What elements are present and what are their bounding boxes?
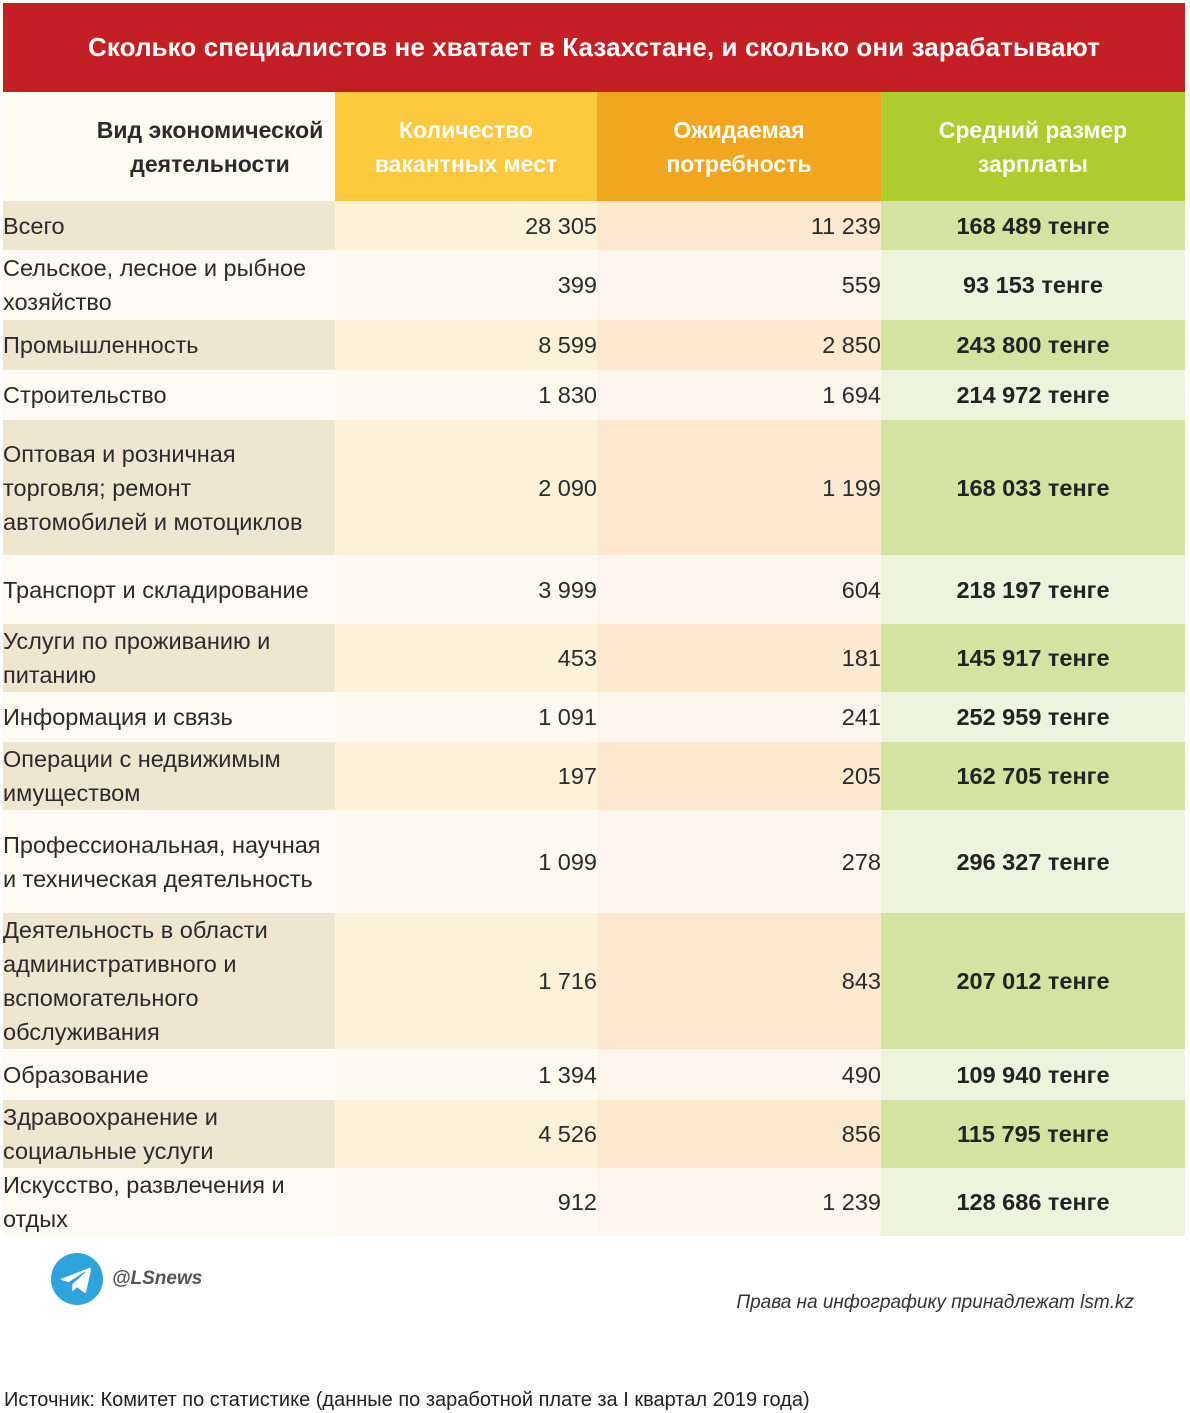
header-salary: Средний размер зарплаты — [881, 92, 1185, 201]
cell-need: 1 239 — [597, 1168, 881, 1236]
cell-type: Искусство, развлечения и отдых — [3, 1168, 335, 1236]
cell-salary: 128 686 тенге — [881, 1168, 1185, 1236]
header-type: Вид экономической деятельности — [3, 92, 335, 201]
table-row — [3, 1100, 1185, 1168]
cell-type: Всего — [3, 201, 335, 250]
header-need: Ожидаемая потребность — [597, 92, 881, 201]
cell-vacancies: 1 830 — [335, 370, 597, 420]
cell-need: 843 — [597, 913, 881, 1049]
infographic-title: Сколько специалистов не хватает в Казахстане, и сколько они зарабатывают — [3, 3, 1185, 92]
table-row — [3, 692, 1185, 742]
table-row — [3, 555, 1185, 624]
telegram-handle[interactable]: @LSnews — [112, 1268, 203, 1289]
table-row — [3, 742, 1185, 810]
copyright-notice: Права на инфографику принадлежат lsm.kz — [736, 1292, 1134, 1313]
cell-vacancies: 4 526 — [335, 1100, 597, 1168]
cell-vacancies: 8 599 — [335, 320, 597, 370]
cell-need: 278 — [597, 810, 881, 913]
table-row — [3, 624, 1185, 692]
cell-type: Услуги по проживанию и питанию — [3, 624, 335, 692]
cell-need: 856 — [597, 1100, 881, 1168]
cell-type: Операции с недвижимым имуществом — [3, 742, 335, 810]
cell-salary: 252 959 тенге — [881, 692, 1185, 742]
table-row — [3, 201, 1185, 250]
table-row — [3, 370, 1185, 420]
cell-vacancies: 912 — [335, 1168, 597, 1236]
cell-type: Строительство — [3, 370, 335, 420]
cell-salary: 168 033 тенге — [881, 420, 1185, 555]
cell-salary: 243 800 тенге — [881, 320, 1185, 370]
cell-type: Информация и связь — [3, 692, 335, 742]
table-row — [3, 250, 1185, 320]
cell-vacancies: 2 090 — [335, 420, 597, 555]
cell-need: 604 — [597, 555, 881, 624]
cell-type: Оптовая и розничная торговля; ремонт автомобилей и мотоциклов — [3, 420, 335, 555]
cell-type: Деятельность в области административного и вспомогательного обслуживания — [3, 913, 335, 1049]
cell-need: 181 — [597, 624, 881, 692]
cell-salary: 162 705 тенге — [881, 742, 1185, 810]
cell-vacancies: 197 — [335, 742, 597, 810]
cell-vacancies: 399 — [335, 250, 597, 320]
table-row — [3, 913, 1185, 1049]
cell-vacancies: 453 — [335, 624, 597, 692]
telegram-icon[interactable] — [50, 1252, 104, 1306]
table-header-row — [3, 92, 1185, 201]
table-row — [3, 1168, 1185, 1236]
cell-need: 11 239 — [597, 201, 881, 250]
cell-need: 559 — [597, 250, 881, 320]
table-row — [3, 420, 1185, 555]
cell-type: Образование — [3, 1049, 335, 1100]
cell-need: 490 — [597, 1049, 881, 1100]
source-note: Источник: Комитет по статистике (данные по заработной плате за I квартал 2019 года) — [4, 1389, 810, 1411]
cell-vacancies: 1 099 — [335, 810, 597, 913]
cell-vacancies: 1 716 — [335, 913, 597, 1049]
cell-salary: 109 940 тенге — [881, 1049, 1185, 1100]
header-vacancies: Количество вакантных мест — [335, 92, 597, 201]
cell-need: 205 — [597, 742, 881, 810]
data-table — [3, 92, 1185, 1236]
cell-type: Сельское, лесное и рыбное хозяйство — [3, 250, 335, 320]
cell-need: 1 694 — [597, 370, 881, 420]
table-row — [3, 810, 1185, 913]
cell-need: 241 — [597, 692, 881, 742]
cell-type: Промышленность — [3, 320, 335, 370]
cell-need: 1 199 — [597, 420, 881, 555]
cell-vacancies: 1 394 — [335, 1049, 597, 1100]
cell-vacancies: 28 305 — [335, 201, 597, 250]
cell-type: Профессиональная, научная и техническая деятельность — [3, 810, 335, 913]
table-row — [3, 320, 1185, 370]
cell-salary: 168 489 тенге — [881, 201, 1185, 250]
cell-vacancies: 3 999 — [335, 555, 597, 624]
table-row — [3, 1049, 1185, 1100]
cell-salary: 207 012 тенге — [881, 913, 1185, 1049]
cell-salary: 296 327 тенге — [881, 810, 1185, 913]
cell-salary: 115 795 тенге — [881, 1100, 1185, 1168]
cell-salary: 214 972 тенге — [881, 370, 1185, 420]
cell-type: Транспорт и складирование — [3, 555, 335, 624]
cell-salary: 218 197 тенге — [881, 555, 1185, 624]
cell-salary: 145 917 тенге — [881, 624, 1185, 692]
cell-vacancies: 1 091 — [335, 692, 597, 742]
cell-need: 2 850 — [597, 320, 881, 370]
cell-type: Здравоохранение и социальные услуги — [3, 1100, 335, 1168]
cell-salary: 93 153 тенге — [881, 250, 1185, 320]
